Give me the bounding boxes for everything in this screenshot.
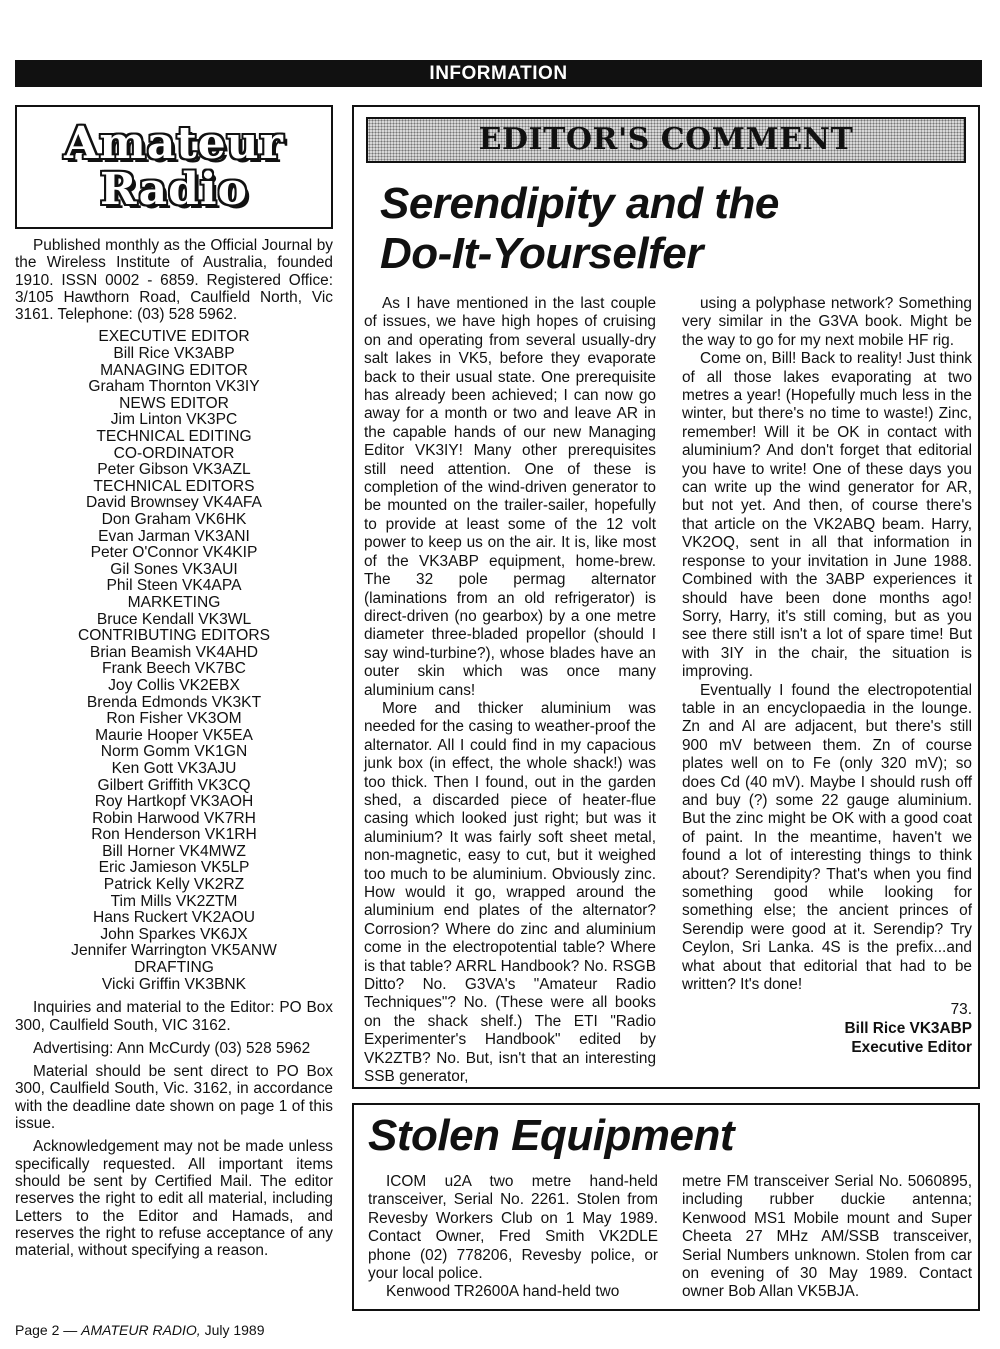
staff-line: Bill Horner VK4MWZ xyxy=(102,842,246,860)
material-text: Material should be sent direct to PO Box 300, Caulfield South, Vic. 3162, in accordance with the deadline date shown on page 1 of this issue. xyxy=(15,1063,333,1133)
masthead-column xyxy=(15,105,333,1315)
staff-line: Maurie Hooper VK5EA xyxy=(95,726,253,744)
footer-magazine: AMATEUR RADIO, xyxy=(81,1322,201,1338)
staff-line: Evan Jarman VK3ANI xyxy=(98,527,250,545)
staff-line: Jim Linton VK3PC xyxy=(110,411,238,429)
staff-line: TECHNICAL EDITING xyxy=(96,428,252,446)
footer-page: Page 2 — xyxy=(15,1322,78,1338)
staff-list xyxy=(15,329,333,993)
staff-line: Hans Ruckert VK2AOU xyxy=(92,909,256,927)
article-paragraph: using a polyphase network? Something very similar in the G3VA book. Might be the way to go for my next mobile HF rig. xyxy=(682,295,972,349)
stolen-column-1 xyxy=(368,1173,658,1302)
footer-date: July 1989 xyxy=(204,1322,265,1338)
staff-line: Peter O'Connor VK4KIP xyxy=(90,544,258,562)
article-column-1 xyxy=(364,295,656,1086)
stolen-equipment-title: Stolen Equipment xyxy=(368,1111,734,1160)
article-paragraph: Come on, Bill! Back to reality! Just think of all those lakes evaporating at two metres a year! (Hopefully much less in the winter, but there's no time to waste!) Zinc, remember! Will it be OK in contact with aluminium? And don't forget that editorial you have to write! One of these days you can write up the wind generator for AR, but not yet. And then, of course there's that article on the VK2ABQ beam. Harry, VK2OQ, sent in all that information in response to your invitation in June 1988. Combined with the 3ABP experiences it should have been done months ago! Sorry, Harry, it's still coming, but as you see there still isn't a lot of spare time! But with 3IY in the chair, the situation is improving. xyxy=(682,350,972,681)
signature-role: Executive Editor xyxy=(851,1039,972,1057)
staff-line: Joy Collis VK2EBX xyxy=(108,676,240,694)
staff-line: Graham Thornton VK3IY xyxy=(88,378,260,396)
editors-comment-article xyxy=(352,105,980,1089)
staff-line: MARKETING xyxy=(127,593,221,611)
stolen-paragraph: ICOM u2A two metre hand-held transceiver, Serial No. 2261. Stolen from Revesby Workers Club on 1 May 1989. Contact Owner, Fred Smith VK2DLE phone (02) 778206, Revesby police, or your local police. xyxy=(368,1173,658,1283)
staff-line: Ron Henderson VK1RH xyxy=(91,826,257,844)
staff-line: Eric Jamieson VK5LP xyxy=(98,859,250,877)
page-footer xyxy=(15,1322,265,1338)
staff-line: Don Graham VK6HK xyxy=(101,511,247,529)
staff-line: Patrick Kelly VK2RZ xyxy=(103,876,245,894)
article-title-line-1: Serendipity and the xyxy=(380,179,779,228)
staff-line: CONTRIBUTING EDITORS xyxy=(77,627,271,645)
staff-line: John Sparkes VK6JX xyxy=(100,925,248,943)
stolen-column-2 xyxy=(682,1173,972,1302)
staff-line: Roy Hartkopf VK3AOH xyxy=(94,793,254,811)
masthead-intro: Published monthly as the Official Journal by the Wireless Institute of Australia, founded 1910. ISSN 0002 - 6859. Registered Office: 3/105 Hawthorn Road, Caulfield North, Vic 3161. Telephone: (03) 528 5962. xyxy=(15,237,333,324)
staff-line: Vicki Griffin VK3BNK xyxy=(101,975,247,993)
staff-line: David Brownsey VK4AFA xyxy=(86,494,262,512)
article-paragraph: As I have mentioned in the last couple of issues, we have high hopes of cruising on and operating from several usually-dry salt lakes in VK5, before they evaporate back to their usual state. One prerequisite has already been achieved; I can now go away for a month or two and leave AR in the capable hands of our new Managing Editor VK3IY! Many other prerequisites still need attention. One of these is completion of the wind-driven generator to be mounted on the trailer-sailer, hopefully to provide at least some of the 12 volt power to keep us on the air. It is, like most of the VK3ABP equipment, home-brew. The 32 pole permag alternator (laminations from an old refrigerator) is direct-driven (no gearbox) by a one metre diameter three-bladed propellor (should I say wind-turbine?), whose blades have an outer skin which was once many aluminium cans! xyxy=(364,295,656,699)
staff-line: Brian Beamish VK4AHD xyxy=(89,643,259,661)
staff-line: DRAFTING xyxy=(134,959,214,977)
staff-line: Peter Gibson VK3AZL xyxy=(97,461,251,479)
staff-line: Brenda Edmonds VK3KT xyxy=(86,693,262,711)
staff-line: CO-ORDINATOR xyxy=(113,444,235,462)
signature-block xyxy=(682,1000,972,1057)
stolen-paragraph: Kenwood TR2600A hand-held two xyxy=(386,1283,620,1301)
staff-line: Phil Steen VK4APA xyxy=(106,577,242,595)
acknowledgement-text: Acknowledgement may not be made unless specifically requested. All important items should be sent by Certified Mail. The editor reserves the right to edit all material, including Letters to the Editor and Hamads, and reserves the right to refuse acceptance of any material, without specifying a reason. xyxy=(15,1138,333,1260)
stolen-equipment-notice xyxy=(352,1103,980,1311)
staff-line: NEWS EDITOR xyxy=(119,394,229,412)
staff-line: Norm Gomm VK1GN xyxy=(100,743,248,761)
editors-comment-heading xyxy=(366,117,966,163)
section-banner: INFORMATION xyxy=(15,60,982,87)
signature-sign-off: 73. xyxy=(950,1001,972,1019)
staff-line: Gil Sones VK3AUI xyxy=(110,560,238,578)
staff-line: Bruce Kendall VK3WL xyxy=(96,610,252,628)
staff-line: Bill Rice VK3ABP xyxy=(113,345,235,363)
article-paragraph: More and thicker aluminium was needed for the casing to weather-proof the alternator. All I could find in my capacious junk box (in effect, the whole shack!) was too thick. Then I found, out in the garden shed, a discarded piece of heater-flue casing which looked just right; but was it aluminium? It was fairly soft sheet metal, non-magnetic, easy to cut, but it weighed too much to be aluminium. Obviously zinc. How would it go, wrapped around the aluminium end plates of the alternator? Corrosion? Where do zinc and aluminium come in the electropotential table? Where is that table? ARRL Handbook? No. RSGB Ditto? No. G3VA's "Amateur Radio Techniques"? No. (These were all books on the shack shelf.) The ETI "Radio Experimenter's Handbook" edited by VK2ZTB? No. But, isn't that an interesting SSB generator, xyxy=(364,699,656,1086)
staff-line: Ken Gott VK3AJU xyxy=(111,759,237,777)
signature-name: Bill Rice VK3ABP xyxy=(844,1020,972,1038)
inquiries-text: Inquiries and material to the Editor: PO Box 300, Caulfield South, VIC 3162. xyxy=(15,999,333,1034)
staff-line: Jennifer Warrington VK5ANW xyxy=(71,942,277,960)
advertising-text: Advertising: Ann McCurdy (03) 528 5962 xyxy=(33,1039,311,1057)
article-title-line-2: Do-It-Yourselfer xyxy=(380,229,703,278)
logo-line-2: Radio xyxy=(100,164,248,215)
staff-line: TECHNICAL EDITORS xyxy=(93,477,255,495)
stolen-paragraph: metre FM transceiver Serial No. 5060895, including rubber duckie antenna; Kenwood MS1 Mobile mount and Super Cheeta 27 MHz AM/SSB transceiver, Serial Numbers unknown. Stolen from car on evening of 30 May 1989. Contact owner Bob Allan VK5BJA. xyxy=(682,1173,972,1301)
logo-line-1: Amateur xyxy=(64,118,284,169)
staff-line: MANAGING EDITOR xyxy=(100,361,248,379)
staff-line: Tim Mills VK2ZTM xyxy=(110,892,238,910)
magazine-logo xyxy=(15,105,333,229)
article-title xyxy=(380,179,970,279)
staff-line: Ron Fisher VK3OM xyxy=(106,710,242,728)
article-paragraph: Eventually I found the electropotential table in an encyclopaedia in the lounge. Zn and Al are adjacent, but there's still 900 mV between them. Zn of course plates well on to Fe (only 320 mV); so does Cd (40 mV). Maybe I should rush off and buy (?) some 22 gauge aluminium. But the zinc might be OK with a good coat of paint. In the meantime, haven't we found a lot of interesting things to think about? Serendipity? That's when you find something good while looking for something else; the ancient princes of Serendip were good at it. Serendip? Try Ceylon, Sri Lanka. 4S is the prefix...and what about that editorial that had to be written? It's done! xyxy=(682,681,972,994)
article-column-2 xyxy=(682,295,972,1057)
staff-line: Frank Beech VK7BC xyxy=(102,660,246,678)
staff-line: Gilbert Griffith VK3CQ xyxy=(97,776,251,794)
staff-line: Robin Harwood VK7RH xyxy=(92,809,256,827)
editors-comment-label: EDITOR'S COMMENT xyxy=(478,122,854,157)
staff-line: EXECUTIVE EDITOR xyxy=(98,328,250,346)
